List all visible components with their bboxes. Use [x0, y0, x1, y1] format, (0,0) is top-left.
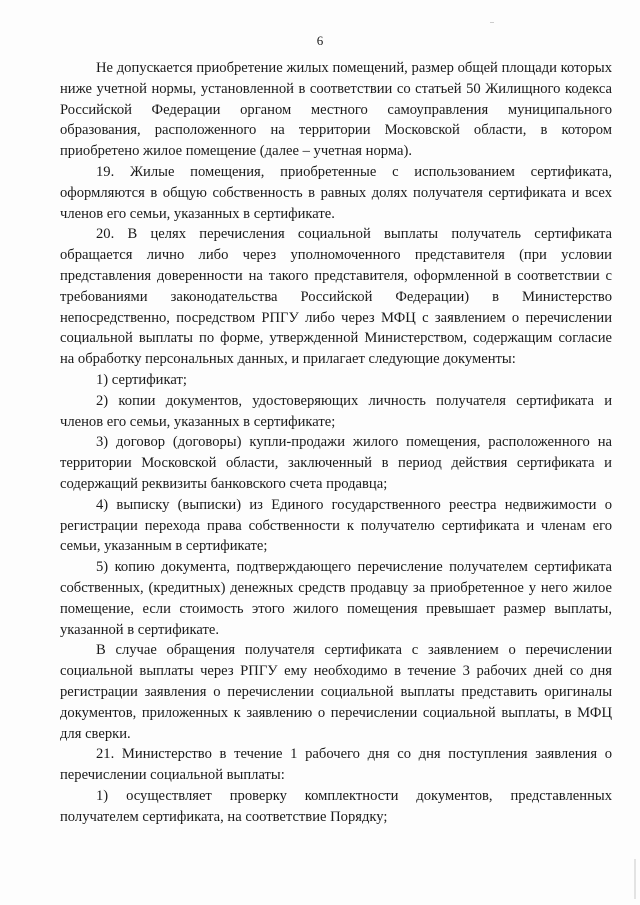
page-number: 6 [316, 33, 324, 48]
list-item-payment-proof: 5) копию документа, подтверждающего перечисление получателем сертификата собственных, (кредитных) денежных средств продавцу за приобретенное у него жилое помещение, если стоимость этого жилого помещения превышает размер выплаты, указанной в сертификате. [60, 559, 612, 638]
list-item-identity-copies: 2) копии документов, удостоверяющих личность получателя сертификата и членов его семьи, указанных в сертификате; [60, 392, 612, 430]
scan-edge-artifact [634, 859, 636, 899]
list-item-completeness-check: 1) осуществляет проверку комплектности документов, представленных получателем сертификата, на соответствие Порядку; [60, 787, 612, 825]
paragraph-20-payment-request: 20. В целях перечисления социальной выплаты получатель сертификата обращается лично либо через уполномоченного представителя (при условии представления доверенности на такого представителя, оформленной в соответствии с требованиями законодательства Российской Федерации) в Министерство непосредственно, посредством РПГУ либо через МФЦ с заявлением о перечислении социальной выплаты по форме, утвержденной Министерством, содержащим согласие на обработку персональных данных, и прилагает следующие документы: [60, 226, 612, 368]
list-item-registry-extract: 4) выписку (выписки) из Единого государственного реестра недвижимости о регистрации перехода права собственности к получателю сертификата и членам его семьи, указанным в сертификате; [60, 496, 612, 555]
document-body [60, 58, 612, 827]
list-item-certificate: 1) сертификат; [96, 371, 187, 388]
paragraph-21-ministry-review: 21. Министерство в течение 1 рабочего дня со дня поступления заявления о перечислении социальной выплаты: [60, 746, 612, 784]
scan-artifact [490, 22, 494, 23]
paragraph-rpgu-originals: В случае обращения получателя сертификата с заявлением о перечислении социальной выплаты через РПГУ ему необходимо в течение 3 рабочих дней со дня регистрации заявления о перечислении социальной выплаты представить оригиналы документов, приложенных к заявлению о перечислении социальной выплаты, в МФЦ для сверки. [60, 642, 612, 742]
paragraph-19-shared-ownership: 19. Жилые помещения, приобретенные с использованием сертификата, оформляются в общую собственность в равных долях получателя сертификата и всех членов его семьи, указанных в сертификате. [60, 163, 612, 222]
paragraph-min-area: Не допускается приобретение жилых помещений, размер общей площади которых ниже учетной нормы, установленной в соответствии со статьей 50 Жилищного кодекса Российской Федерации органом местного самоуправления муниципального образования, расположенного на территории Московской области, в котором приобретено жилое помещение (далее – учетная норма). [60, 60, 612, 160]
list-item-sale-contract: 3) договор (договоры) купли-продажи жилого помещения, расположенного на территории Московской области, заключенный в период действия сертификата и содержащий реквизиты банковского счета продавца; [60, 434, 612, 492]
